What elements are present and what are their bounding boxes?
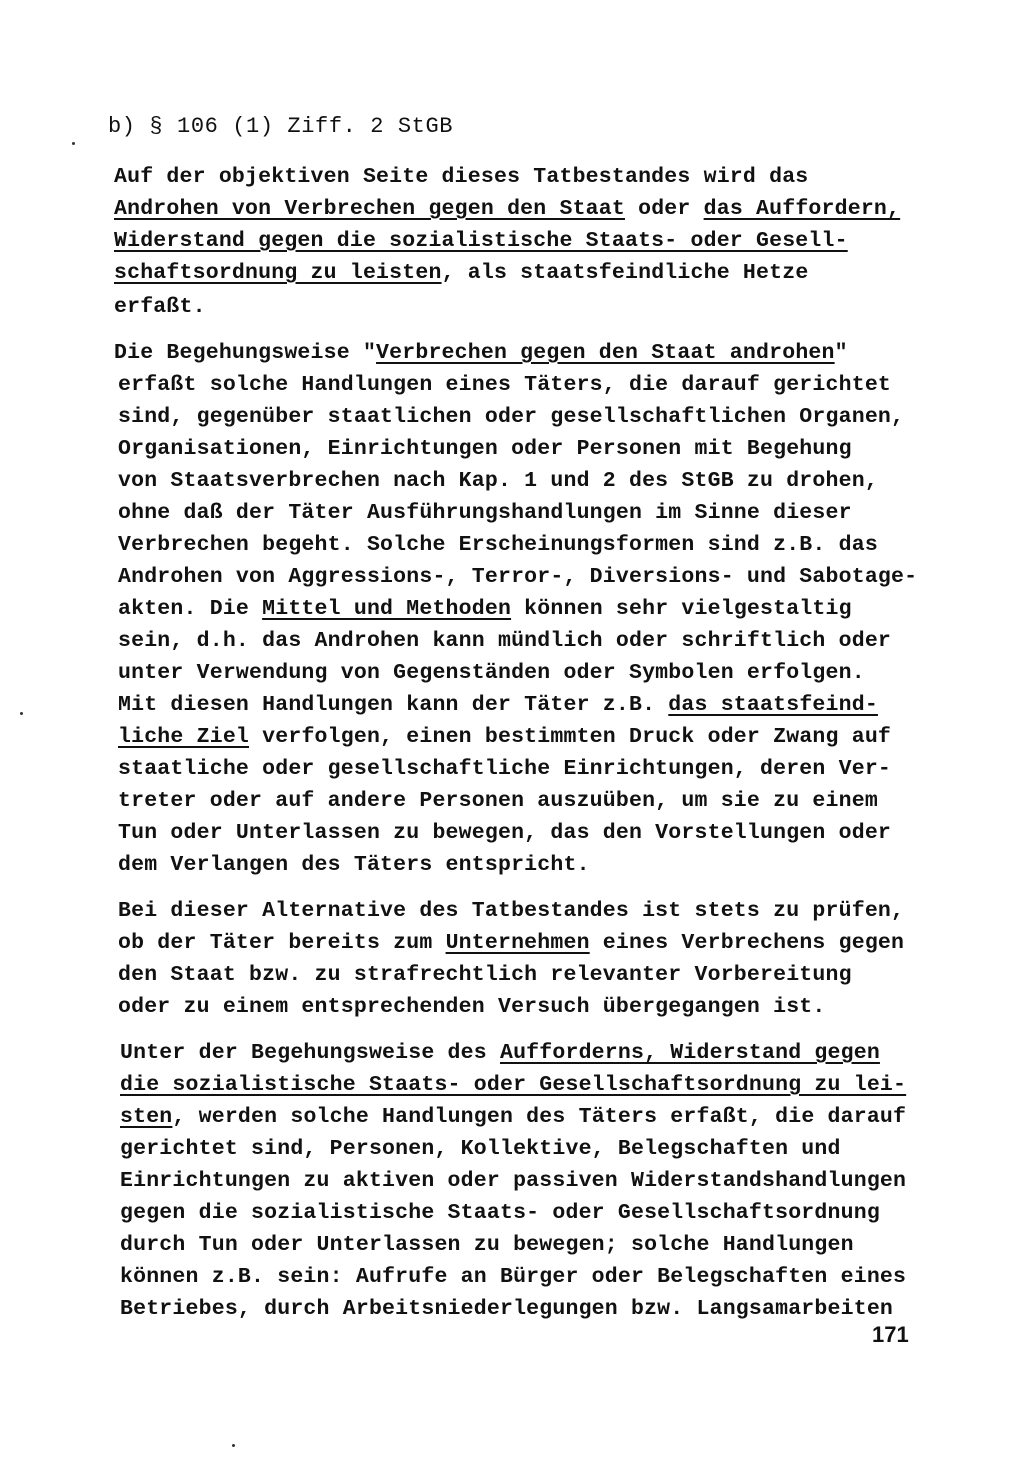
text-segment: "	[834, 341, 848, 365]
text-line	[114, 258, 808, 288]
underlined-text: das staatsfeind-	[668, 693, 878, 717]
text-segment: ohne daß der Täter Ausführungshandlungen im Sinne dieser	[118, 501, 852, 525]
text-line	[118, 562, 917, 592]
text-line	[118, 722, 891, 752]
scan-speck	[232, 1444, 235, 1447]
underlined-text: Mittel und Methoden	[262, 597, 512, 621]
text-line	[114, 292, 206, 322]
text-segment: Auf der objektiven Seite dieses Tatbestandes wird das	[114, 165, 809, 189]
underlined-text: sten	[120, 1105, 173, 1129]
text-line	[114, 162, 808, 192]
text-segment: Unter der Begehungsweise des	[120, 1041, 500, 1065]
underlined-text: Verbrechen gegen den Staat androhen	[376, 341, 835, 365]
underlined-text: Widerstand gegen die sozialistische Staats- oder Gesell-	[114, 229, 848, 253]
text-segment: den Staat bzw. zu strafrechtlich relevanter Vorbereitung	[118, 963, 852, 987]
text-segment: sind, gegenüber staatlichen oder gesellschaftlichen Organen,	[118, 405, 905, 429]
text-line	[118, 754, 891, 784]
text-segment: staatliche oder gesellschaftliche Einrichtungen, deren Ver-	[118, 757, 892, 781]
text-line	[118, 658, 865, 688]
text-segment: Die Begehungsweise "	[114, 341, 377, 365]
text-line	[118, 818, 891, 848]
text-segment: gerichtet sind, Personen, Kollektive, Belegschaften und	[120, 1137, 841, 1161]
text-segment: treter oder auf andere Personen auszuüben, um sie zu einem	[118, 789, 878, 813]
underlined-text: Androhen von Verbrechen gegen den Staat	[114, 197, 625, 221]
text-segment: Einrichtungen zu aktiven oder passiven Widerstandshandlungen	[120, 1169, 907, 1193]
text-segment: können sehr vielgestaltig	[511, 597, 852, 621]
text-line	[120, 1070, 906, 1100]
text-segment: Verbrechen begeht. Solche Erscheinungsformen sind z.B. das	[118, 533, 878, 557]
text-line	[120, 1198, 880, 1228]
underlined-text: liche Ziel	[118, 725, 250, 749]
text-line	[120, 1038, 880, 1068]
text-line	[118, 928, 904, 958]
text-line	[118, 690, 878, 720]
text-segment: von Staatsverbrechen nach Kap. 1 und 2 des StGB zu drohen,	[118, 469, 878, 493]
text-line	[118, 960, 852, 990]
text-segment: oder zu einem entsprechenden Versuch übergegangen ist.	[118, 995, 826, 1019]
text-line	[118, 786, 878, 816]
text-segment: Organisationen, Einrichtungen oder Personen mit Begehung	[118, 437, 852, 461]
text-segment: erfaßt.	[114, 295, 206, 319]
text-segment: , werden solche Handlungen des Täters erfaßt, die darauf	[172, 1105, 907, 1129]
text-segment: ob der Täter bereits zum	[118, 931, 446, 955]
text-segment: verfolgen, einen bestimmten Druck oder Zwang auf	[249, 725, 892, 749]
text-segment: oder	[624, 197, 704, 221]
text-segment: Bei dieser Alternative des Tatbestandes ist stets zu prüfen,	[118, 899, 905, 923]
text-segment: unter Verwendung von Gegenständen oder Symbolen erfolgen.	[118, 661, 865, 685]
text-line	[118, 896, 904, 926]
text-segment: Betriebes, durch Arbeitsniederlegungen bzw. Langsamarbeiten	[120, 1297, 894, 1321]
text-line	[120, 1134, 841, 1164]
text-line	[114, 194, 900, 224]
text-segment: sein, d.h. das Androhen kann mündlich oder schriftlich oder	[118, 629, 892, 653]
text-segment: dem Verlangen des Täters entspricht.	[118, 853, 590, 877]
scan-speck	[72, 142, 75, 145]
text-segment: können z.B. sein: Aufrufe an Bürger oder Belegschaften eines	[120, 1265, 907, 1289]
text-segment: Mit diesen Handlungen kann der Täter z.B.	[118, 693, 669, 717]
underlined-text: die sozialistische Staats- oder Gesellschaftsordnung zu lei-	[120, 1073, 907, 1097]
page-number: 171	[872, 1322, 909, 1347]
underlined-text: das Auffordern,	[703, 197, 901, 221]
text-line	[118, 466, 878, 496]
text-line	[118, 498, 852, 528]
text-segment: durch Tun oder Unterlassen zu bewegen; solche Handlungen	[120, 1233, 854, 1257]
text-segment: akten. Die	[118, 597, 263, 621]
text-segment: gegen die sozialistische Staats- oder Gesellschaftsordnung	[120, 1201, 880, 1225]
text-line	[118, 370, 891, 400]
text-segment: Androhen von Aggressions-, Terror-, Diversions- und Sabotage-	[118, 565, 918, 589]
text-line	[118, 626, 891, 656]
text-line	[114, 338, 848, 368]
underlined-text: Aufforderns, Widerstand gegen	[499, 1041, 880, 1065]
text-line	[120, 1230, 854, 1260]
text-segment: erfaßt solche Handlungen eines Täters, die darauf gerichtet	[118, 373, 892, 397]
text-line	[118, 992, 826, 1022]
text-line	[118, 434, 852, 464]
underlined-text: schaftsordnung zu leisten	[114, 261, 442, 285]
text-line	[120, 1294, 893, 1324]
text-segment: eines Verbrechens gegen	[589, 931, 905, 955]
text-line	[120, 1102, 906, 1132]
text-line	[118, 594, 852, 624]
scan-speck	[20, 712, 23, 715]
text-line	[118, 850, 590, 880]
text-segment: , als staatsfeindliche Hetze	[441, 261, 809, 285]
section-heading: b) § 106 (1) Ziff. 2 StGB	[108, 114, 454, 139]
text-line	[114, 226, 848, 256]
text-line	[120, 1166, 906, 1196]
text-segment: Tun oder Unterlassen zu bewegen, das den Vorstellungen oder	[118, 821, 892, 845]
text-line	[118, 530, 878, 560]
text-line	[118, 402, 904, 432]
underlined-text: Unternehmen	[445, 931, 590, 955]
text-line	[120, 1262, 906, 1292]
